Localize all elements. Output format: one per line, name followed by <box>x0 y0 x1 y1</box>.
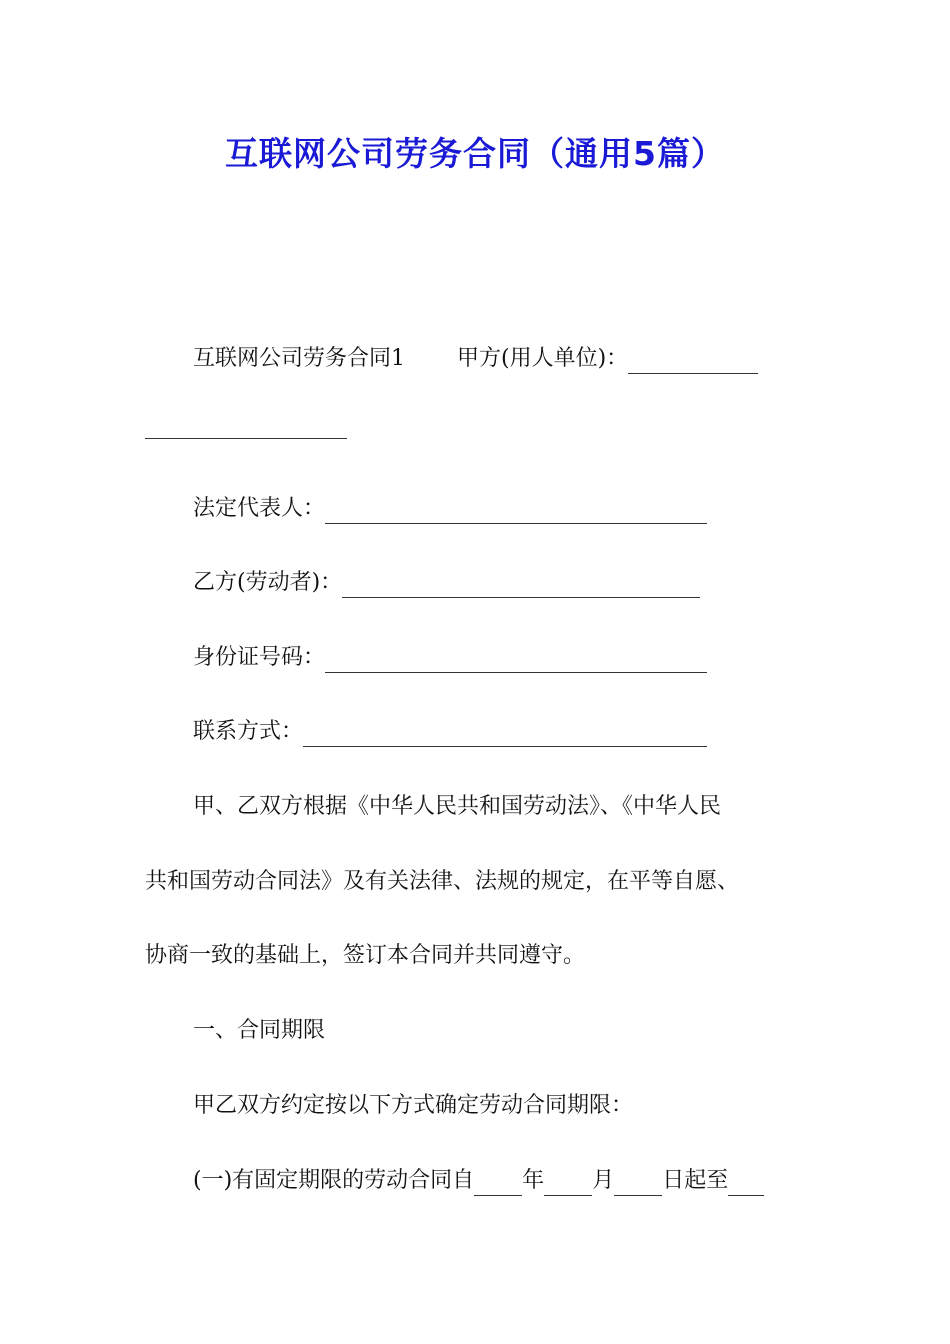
party-a-blank-continued <box>145 416 347 439</box>
party-b-line <box>145 568 807 598</box>
paragraph-line: 协商一致的基础上，签订本合同并共同遵守。 <box>145 943 586 968</box>
party-a-continuation <box>145 416 807 439</box>
end-date-blank <box>728 1173 764 1196</box>
day-to-label: 日起至 <box>662 1168 729 1193</box>
party-b-label: 乙方(劳动者)： <box>193 570 343 595</box>
term-clause-line <box>145 1166 807 1196</box>
party-a-blank <box>628 351 758 374</box>
id-number-label: 身份证号码： <box>193 645 326 670</box>
id-number-line <box>145 643 807 673</box>
year-label: 年 <box>522 1168 545 1193</box>
legal-rep-blank <box>325 501 707 524</box>
id-number-blank <box>325 650 707 673</box>
section-intro: 甲乙双方约定按以下方式确定劳动合同期限： <box>193 1093 634 1118</box>
legal-rep-label: 法定代表人： <box>193 496 326 521</box>
day-blank <box>614 1173 662 1196</box>
month-label: 月 <box>592 1168 615 1193</box>
term-prefix: (一)有固定期限的劳动合同自 <box>193 1168 475 1193</box>
month-blank <box>544 1173 592 1196</box>
heading-line <box>145 344 807 374</box>
party-a-label: 甲方(用人单位)： <box>457 346 629 371</box>
year-blank <box>474 1173 522 1196</box>
paragraph-line: 甲、乙双方根据《中华人民共和国劳动法》、《中华人民 <box>193 794 722 819</box>
document-title: 互联网公司劳务合同（通用5篇） <box>225 134 725 173</box>
contact-line <box>145 717 807 747</box>
document-label: 互联网公司劳务合同1 <box>193 346 405 371</box>
legal-rep-line <box>145 494 807 524</box>
paragraph-line: 共和国劳动合同法》及有关法律、法规的规定，在平等自愿、 <box>145 869 740 894</box>
section-heading: 一、合同期限 <box>193 1018 326 1043</box>
contact-blank <box>303 724 707 747</box>
party-b-blank <box>342 575 700 598</box>
contact-label: 联系方式： <box>193 719 304 744</box>
